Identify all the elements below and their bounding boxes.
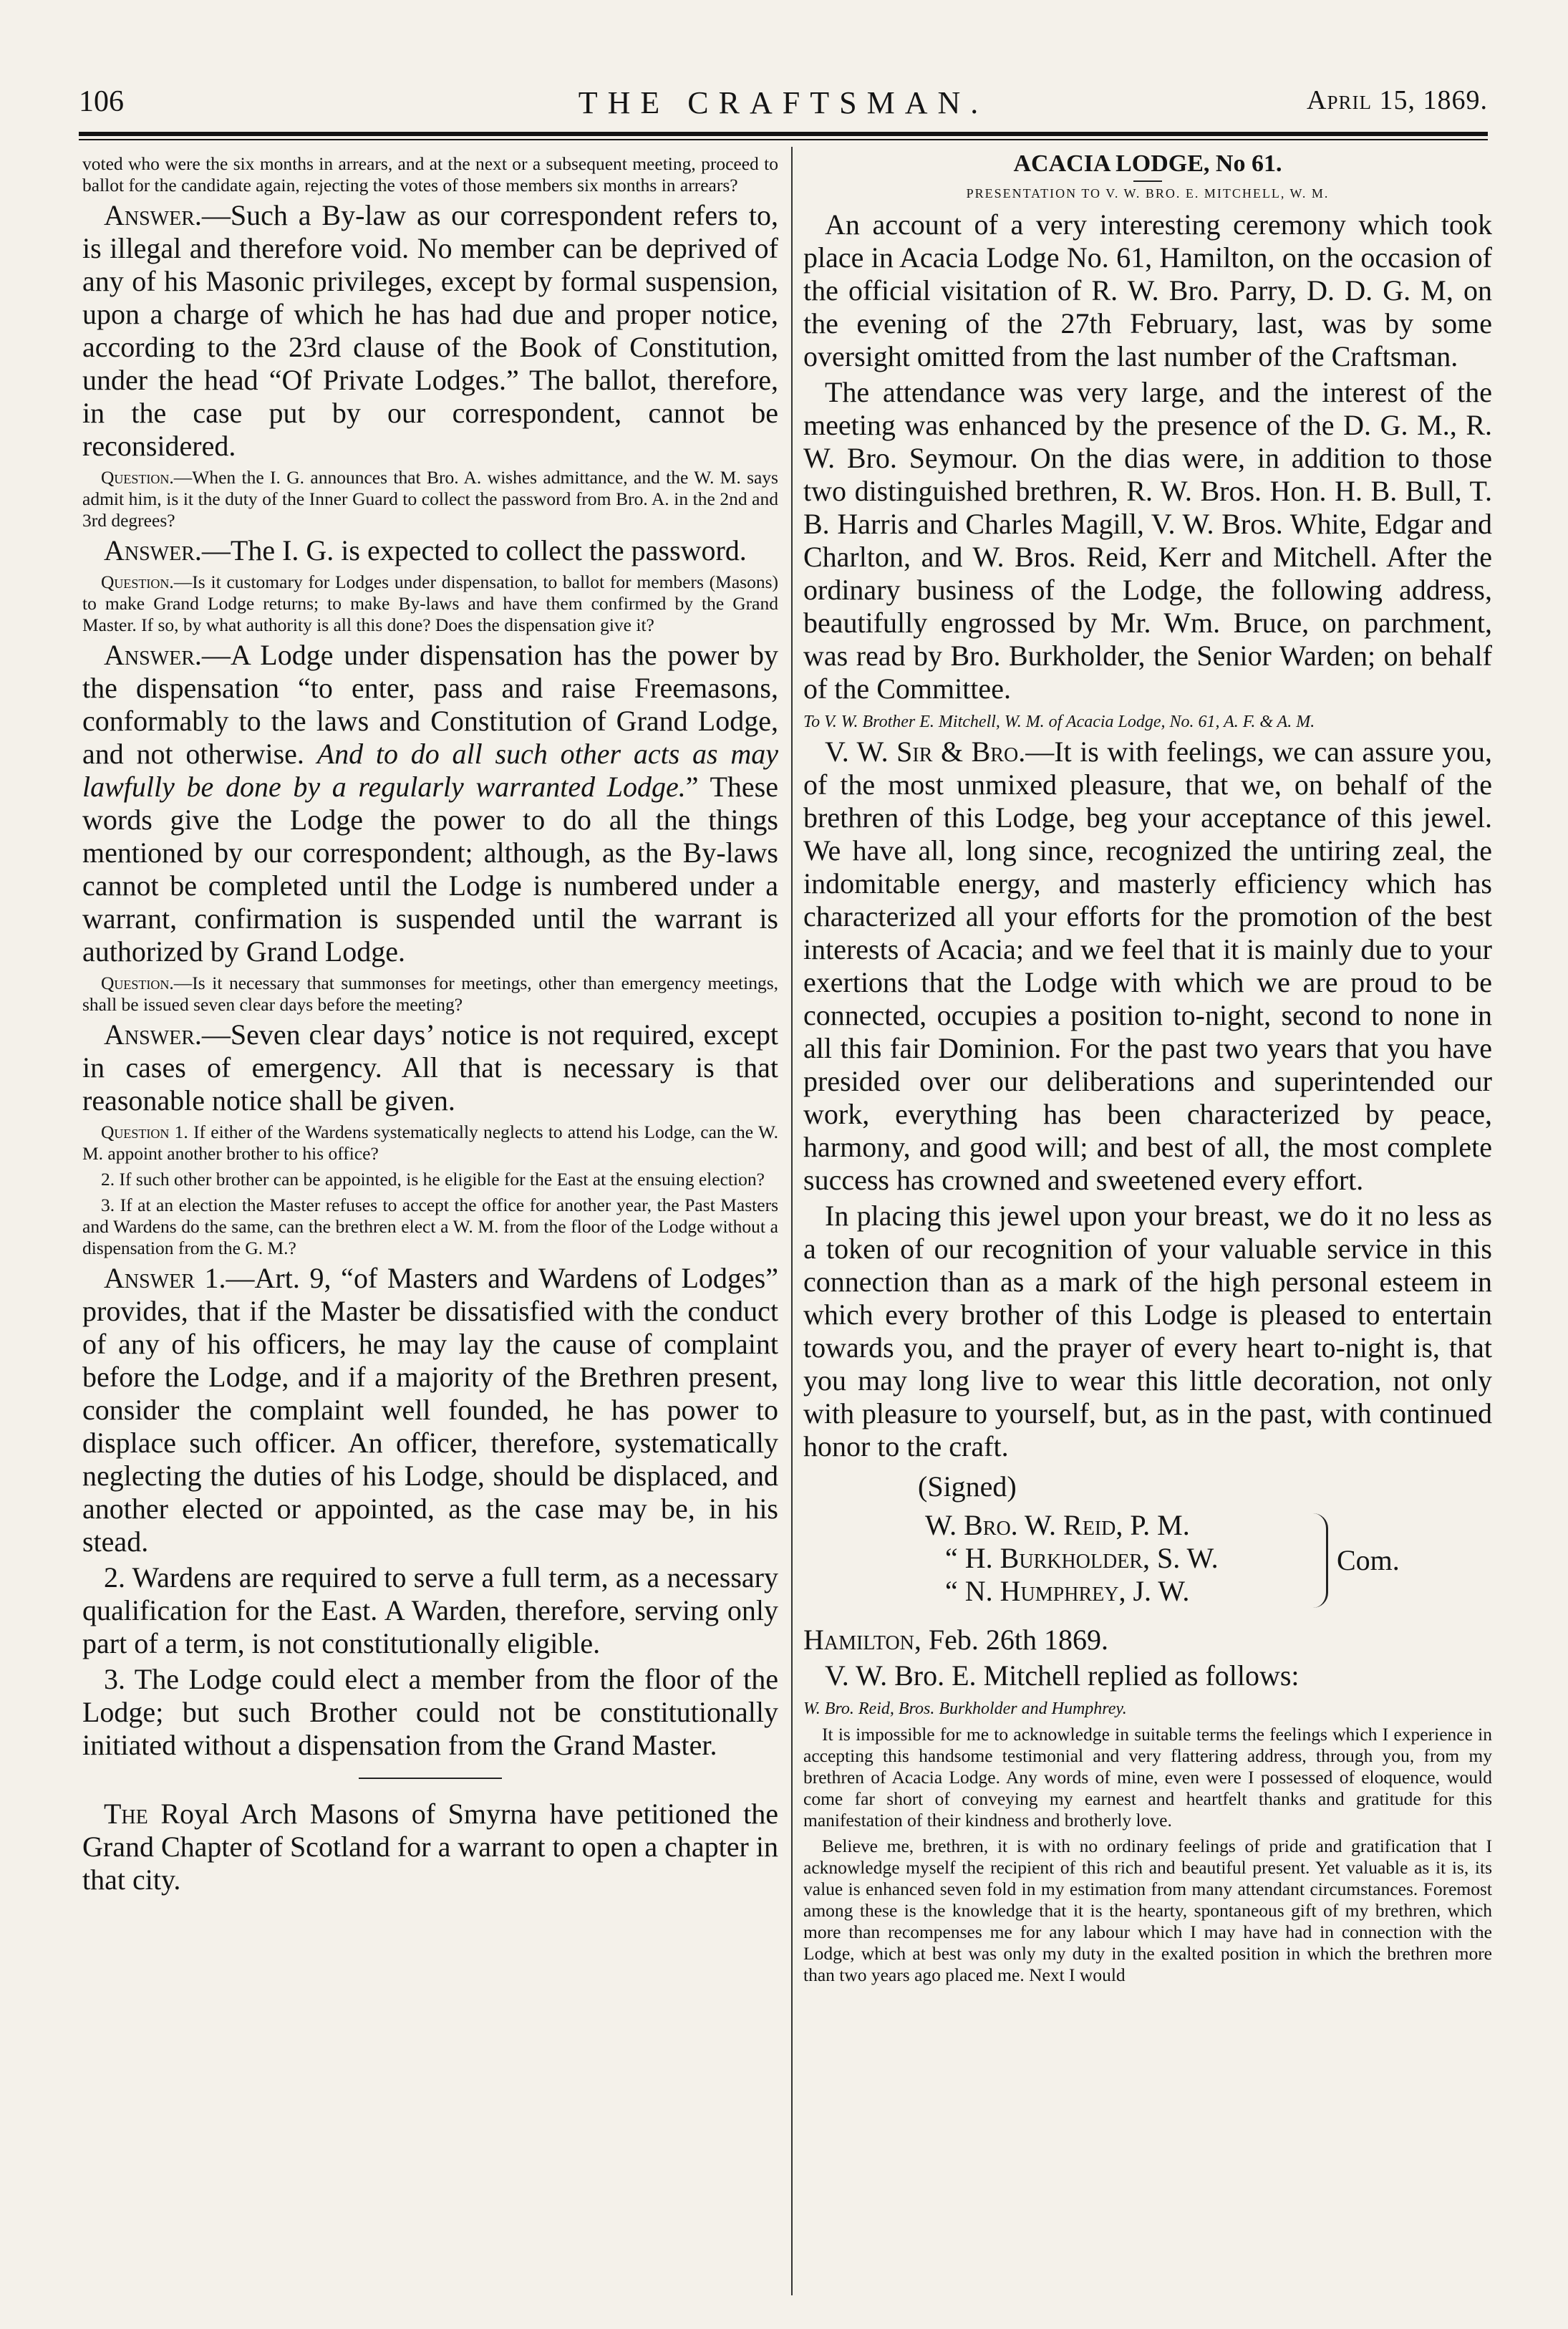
answer-text: 1.—Art. 9, “of Masters and Wardens of Lodges” provides, that if the Master be dissatisfied with the conduct of any of his officers, he may lay the cause of complaint before the Lodge, and if a majority of the Brethren present, consider the complaint well founded, he has power to displace such officer. An officer, therefore, systematically neglecting the duties of his Lodge, should be displaced, and another elected or appointed, as the case may be, in his stead. [82, 1262, 778, 1558]
question-paragraph [82, 572, 778, 636]
answer-paragraph [82, 534, 778, 567]
question-paragraph [82, 1122, 778, 1164]
answer-text: —Seven clear days’ notice is not required, except in cases of emergency. All that is necessary is that reasonable notice shall be given. [82, 1018, 778, 1117]
brace-glyph [1313, 1513, 1328, 1608]
section-subtitle: PRESENTATION TO V. W. BRO. E. MITCHELL, W. M. [966, 186, 1330, 201]
answer-label: Answer [104, 1262, 195, 1294]
section-divider [359, 1778, 502, 1779]
answer-item: 3. The Lodge could elect a member from the floor of the Lodge; but such Brother could not be constitutionally initiated without a dispensation from the Grand Master. [82, 1663, 778, 1761]
answer-label: Answer. [104, 534, 202, 566]
answer-paragraph [82, 639, 778, 968]
reply-paragraph: Believe me, brethren, it is with no ordinary feelings of pride and gratification that I acknowledge myself the recipient of this rich and beautiful present. Yet valuable as it is, its value is enhanced seven fold in my estimation from many attendant circumstances. Foremost among these is the knowledge that it is the hearty, spontaneous gift of my brethren, which more than recompenses me for any labour which I may have had in connection with the Lodge, which at best was only my duty in the exalted position in which the brethren more than two years ago placed me. Next I would [803, 1836, 1492, 1985]
question-paragraph [82, 467, 778, 531]
dateline-place: Hamilton [803, 1624, 914, 1656]
title-rule [1133, 180, 1162, 182]
answer-label: Answer. [104, 199, 202, 231]
address-lead: V. W. Sir & Bro. [825, 736, 1026, 768]
reply-salutation: W. Bro. Reid, Bros. Burkholder and Humphrey. [803, 1699, 1127, 1718]
signed-label: (Signed) [918, 1470, 1017, 1503]
right-column [803, 149, 1492, 1986]
signature-block [925, 1509, 1492, 1616]
answer-item: 2. Wardens are required to serve a full term, as a necessary qualification for the East. A Warden, therefore, serving only part of a term, is not constitutionally eligible. [82, 1561, 778, 1659]
answer-text: —A Lodge under dispensation has the power by the dispensation “to enter, pass and raise Freemasons, conformably to the laws and Constitution of Grand Lodge, and not otherwise. [82, 639, 778, 770]
question-continued: voted who were the six months in arrears, and at the next or a subsequent meeting, proceed to ballot for the candidate again, rejecting the votes of those members six months in arrears? [82, 153, 778, 196]
answer-italic-quote: And to do all such other acts as may lawfully be done by a regularly warranted Lodge. [82, 738, 779, 803]
signature-line: “ H. Burkholder, S. W. [945, 1542, 1219, 1574]
question-text: 1. If either of the Wardens systematically neglects to attend his Lodge, can the W. M. appoint another brother to his office? [82, 1122, 778, 1164]
article-paragraph: The attendance was very large, and the interest of the meeting was enhanced by the presence of the D. G. M., R. W. Bro. Seymour. On the dias were, in addition to those two distinguished brethren, R. W. Bros. Hon. H. B. Bull, T. B. Harris and Charles Magill, V. W. Bros. White, Edgar and Charlton, and W. Bros. Reid, Kerr and Mitchell. After the ordinary business of the Lodge, the following address, beautifully engrossed by Mr. Wm. Bruce, on parchment, was read by Bro. Burkholder, the Senior Warden; on behalf of the Committee. [803, 376, 1492, 705]
section-title: ACACIA LODGE, No 61. [1013, 150, 1282, 177]
question-text: —When the I. G. announces that Bro. A. wishes admittance, and the W. M. says admit him, is it the duty of the Inner Guard to collect the password from Bro. A. in the 2nd and 3rd degrees? [82, 467, 778, 531]
column-divider [791, 147, 793, 2295]
question-label: Question. [101, 973, 174, 993]
page-number: 106 [79, 85, 124, 118]
left-column [82, 149, 778, 1896]
answer-label: Answer. [104, 639, 202, 671]
question-item: 2. If such other brother can be appointed, is he eligible for the East at the ensuing election? [101, 1169, 765, 1190]
header-rule [79, 132, 1488, 136]
publication-title: THE CRAFTSMAN. [578, 85, 989, 120]
news-lead-word: The [104, 1798, 148, 1830]
page-header [79, 85, 1488, 127]
address-salutation: To V. W. Brother E. Mitchell, W. M. of Acacia Lodge, No. 61, A. F. & A. M. [803, 713, 1315, 731]
answer-text: ” These words give the Lodge the power to do all the things mentioned by our correspondent; although, as the By-laws cannot be completed until the Lodge is numbered under a warrant, confirmation is suspended until the warrant is authorized by Grand Lodge. [82, 771, 778, 968]
answer-text: —Such a By-law as our correspondent refers to, is illegal and therefore void. No member can be deprived of any of his Masonic privileges, except by formal suspension, upon a charge of which he has had due and proper notice, according to the 23rd clause of the Book of Constitution, under the head “Of Private Lodges.” The ballot, therefore, in the case put by our correspondent, cannot be reconsidered. [82, 199, 778, 462]
address-text: —It is with feelings, we can assure you, of the most unmixed pleasure, that we, on behalf of the brethren of this Lodge, beg your acceptance of this jewel. We have all, long since, recognized the untiring zeal, the indomitable energy, and masterly efficiency which has characterized all your efforts for the promotion of the best interests of Acacia; and we feel that it is mainly due to your exertions that the Lodge with which we are proud to be connected, occupies a position to-night, second to none in all this fair Dominion. For the past two years that you have presided over our deliberations and superintended our work, everything has been characterized by peace, harmony, and good will; and best of all, the most complete success has crowned and sweetened every effort. [803, 736, 1492, 1196]
answer-paragraph [82, 199, 778, 463]
article-paragraph: An account of a very interesting ceremony which took place in Acacia Lodge No. 61, Hamilton, on the occasion of the official visitation of R. W. Bro. Parry, D. D. G. M, on the evening of the 27th February, last, was by some oversight omitted from the last number of the Craftsman. [803, 208, 1492, 372]
signature-line: “ N. Humphrey, J. W. [945, 1575, 1190, 1607]
dateline [803, 1624, 1492, 1657]
committee-label: Com. [1337, 1544, 1400, 1576]
reply-paragraph: It is impossible for me to acknowledge in suitable terms the feelings which I experience in accepting this handsome testimonial and very flattering address, through you, from my brethren of Acacia Lodge. Any words of mine, even were I possessed of eloquence, would come far short of conveying my earnest and heartfelt thanks and gratitude for this manifestation of their kindness and brotherly love. [803, 1724, 1492, 1831]
question-text: —Is it necessary that summonses for meetings, other than emergency meetings, shall be issued seven clear days before the meeting? [82, 973, 778, 1015]
question-paragraph [82, 973, 778, 1016]
news-item-smyrna [82, 1798, 778, 1896]
header-rule-thin [79, 139, 1488, 140]
question-label: Question. [101, 572, 174, 592]
question-label: Question. [101, 467, 174, 488]
question-label: Question [101, 1122, 170, 1142]
address-paragraph [803, 736, 1492, 1197]
answer-paragraph [82, 1018, 778, 1117]
answer-text: —The I. G. is expected to collect the password. [201, 534, 747, 566]
issue-date: April 15, 1869. [1307, 85, 1488, 115]
address-paragraph: In placing this jewel upon your breast, we do it no less as a token of our recognition of your valuable service in this connection than as a mark of the high personal esteem in which every brother of this Lodge is pleased to entertain towards you, and the prayer of every heart to-night is, that you may long live to wear this little decoration, not only with pleasure to yourself, but, as in the past, with continued honor to the craft. [803, 1200, 1492, 1462]
news-text: Royal Arch Masons of Smyrna have petitioned the Grand Chapter of Scotland for a warrant to open a chapter in that city. [82, 1798, 778, 1896]
answer-label: Answer. [104, 1018, 202, 1051]
question-text: —Is it customary for Lodges under dispensation, to ballot for members (Masons) to make Grand Lodge returns; to make By-laws and have them confirmed by the Grand Master. If so, by what authority is all this done? Does the dispensation give it? [82, 572, 778, 635]
signature-line: W. Bro. W. Reid, P. M. [925, 1509, 1190, 1541]
reply-intro: V. W. Bro. E. Mitchell replied as follows: [825, 1659, 1300, 1692]
answer-paragraph [82, 1262, 778, 1558]
question-item: 3. If at an election the Master refuses to accept the office for another year, the Past Masters and Wardens do the same, can the brethren elect a W. M. from the floor of the Lodge without a dispensation from the G. M.? [82, 1195, 778, 1258]
dateline-date: , Feb. 26th 1869. [914, 1624, 1109, 1656]
